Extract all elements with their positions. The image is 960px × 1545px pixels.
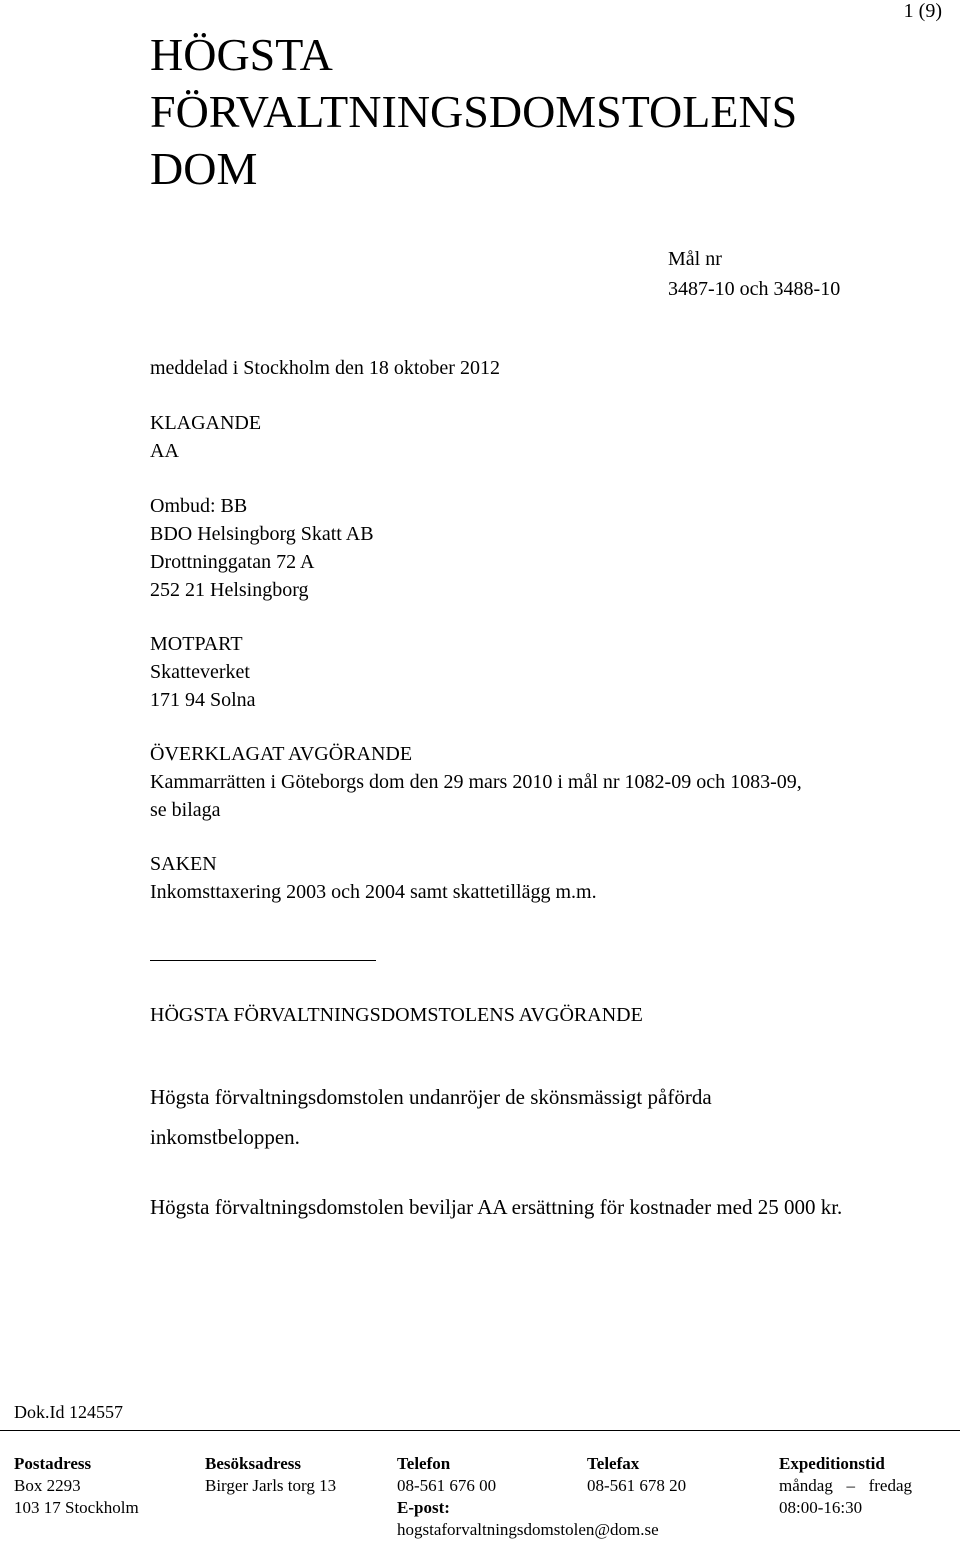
klagande-heading: KLAGANDE [150, 412, 262, 434]
title-line-1: HÖGSTA [150, 29, 333, 80]
besoksadress-line-1: Birger Jarls torg 13 [205, 1476, 337, 1495]
motpart-city: 171 94 Solna [150, 689, 256, 711]
footer-postadress [14, 1453, 139, 1519]
motpart-heading: MOTPART [150, 633, 243, 655]
issued-date: meddelad i Stockholm den 18 oktober 2012 [150, 357, 500, 379]
footer-besoksadress [205, 1453, 336, 1497]
footer-telefax [587, 1453, 686, 1497]
ombud-city: 252 21 Helsingborg [150, 579, 309, 601]
overklagat-line-1: Kammarrätten i Göteborgs dom den 29 mars 2010 i mål nr 1082-09 och 1083-09, [150, 771, 802, 793]
telefon-number: 08-561 676 00 [397, 1476, 497, 1495]
postadress-line-2: 103 17 Stockholm [14, 1498, 139, 1517]
besoksadress-label: Besöksadress [205, 1454, 302, 1473]
expeditionstid-hours: 08:00-16:30 [779, 1498, 863, 1517]
document-id: Dok.Id 124557 [14, 1402, 123, 1422]
ombud-street: Drottninggatan 72 A [150, 551, 315, 573]
ombud-name: Ombud: BB [150, 495, 248, 517]
postadress-line-1: Box 2293 [14, 1476, 81, 1495]
overklagat-section [150, 740, 802, 824]
motpart-name: Skatteverket [150, 661, 250, 683]
telefax-number: 08-561 678 20 [587, 1476, 687, 1495]
footer-rule [0, 1430, 960, 1431]
expeditionstid-day-to: fredag [868, 1476, 912, 1495]
postadress-label: Postadress [14, 1454, 92, 1473]
overklagat-heading: ÖVERKLAGAT AVGÖRANDE [150, 743, 413, 765]
klagande-section [150, 409, 261, 465]
footer-expeditionstid [779, 1453, 912, 1519]
expeditionstid-label: Expeditionstid [779, 1454, 885, 1473]
decision-paragraph-2: Högsta förvaltningsdomstolen beviljar AA ersättning för kostnader med 25 000 kr. [150, 1195, 843, 1219]
saken-text: Inkomsttaxering 2003 och 2004 samt skattetillägg m.m. [150, 881, 597, 903]
epost-address: hogstaforvaltningsdomstolen@dom.se [397, 1520, 659, 1539]
telefon-label: Telefon [397, 1454, 451, 1473]
klagande-name: AA [150, 440, 179, 462]
page-number: 1 (9) [903, 0, 942, 22]
document-title [150, 26, 797, 197]
ombud-section [150, 492, 374, 604]
avgorande-heading: HÖGSTA FÖRVALTNINGSDOMSTOLENS AVGÖRANDE [150, 1004, 643, 1026]
ombud-firm: BDO Helsingborg Skatt AB [150, 523, 374, 545]
telefax-label: Telefax [587, 1454, 640, 1473]
epost-label: E-post: [397, 1498, 450, 1517]
case-numbers: 3487-10 och 3488-10 [668, 278, 841, 300]
case-number-block [668, 244, 840, 304]
section-divider [150, 960, 376, 961]
saken-heading: SAKEN [150, 853, 217, 875]
case-number-label: Mål nr [668, 248, 722, 270]
saken-section [150, 850, 597, 906]
motpart-section [150, 630, 256, 714]
title-line-3: DOM [150, 143, 258, 194]
decision-paragraph-1: Högsta förvaltningsdomstolen undanröjer de skönsmässigt påförda inkomstbeloppen. [150, 1085, 712, 1149]
expeditionstid-day-from: måndag [779, 1476, 833, 1495]
title-line-2: FÖRVALTNINGSDOMSTOLENS [150, 86, 798, 137]
expeditionstid-dash: – [846, 1476, 855, 1495]
expeditionstid-days [779, 1475, 912, 1497]
overklagat-line-2: se bilaga [150, 799, 221, 821]
